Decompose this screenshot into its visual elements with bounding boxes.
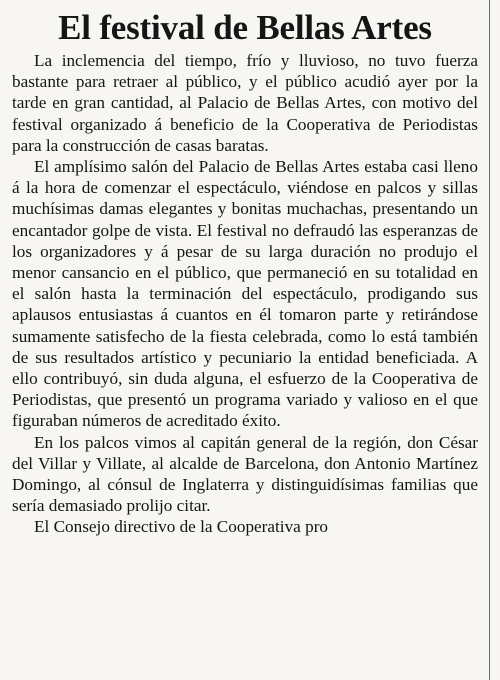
- paragraph-3: En los palcos vimos al capitán general de la región, don César del Villar y Villate, al alcalde de Barcelona, don Antonio Martínez Domingo, al cónsul de Inglaterra y distinguidísimas familias que sería demasiado prolijo citar.: [12, 432, 478, 516]
- article-headline: El festival de Bellas Artes: [58, 8, 432, 47]
- column-divider: [489, 0, 490, 680]
- article-column: [12, 8, 478, 680]
- paragraph-1: La inclemencia del tiempo, frío y lluvioso, no tuvo fuerza bastante para retraer al público, y el público acudió ayer por la tarde en gran cantidad, al Palacio de Bellas Artes, con motivo del festival organizado á beneficio de la Cooperativa de Periodistas para la construcción de casas baratas.: [12, 51, 478, 155]
- paragraph-2: El amplísimo salón del Palacio de Bellas Artes estaba casi lleno á la hora de comenzar el espectáculo, viéndose en palcos y sillas muchísimas damas elegantes y bonitas muchachas, presentando un encantador golpe de vista. El festival no defraudó las esperanzas de los organizadores y á pesar de su larga duración no produjo el menor cansancio en el público, que permaneció en su totalidad en el salón hasta la terminación del espectáculo, prodigando sus aplausos entusiastas á cuantos en él tomaron parte y retirándose sumamente satisfecho de la fiesta celebrada, como lo está también de sus resultados artístico y pecuniario la entidad beneficiada. A ello contribuyó, sin duda alguna, el esfuerzo de la Cooperativa de Periodistas, que presentó un programa variado y valioso en el que figuraban números de acreditado éxito.: [12, 157, 478, 431]
- paragraph-4-cut: El Consejo directivo de la Cooperativa pro: [34, 517, 329, 537]
